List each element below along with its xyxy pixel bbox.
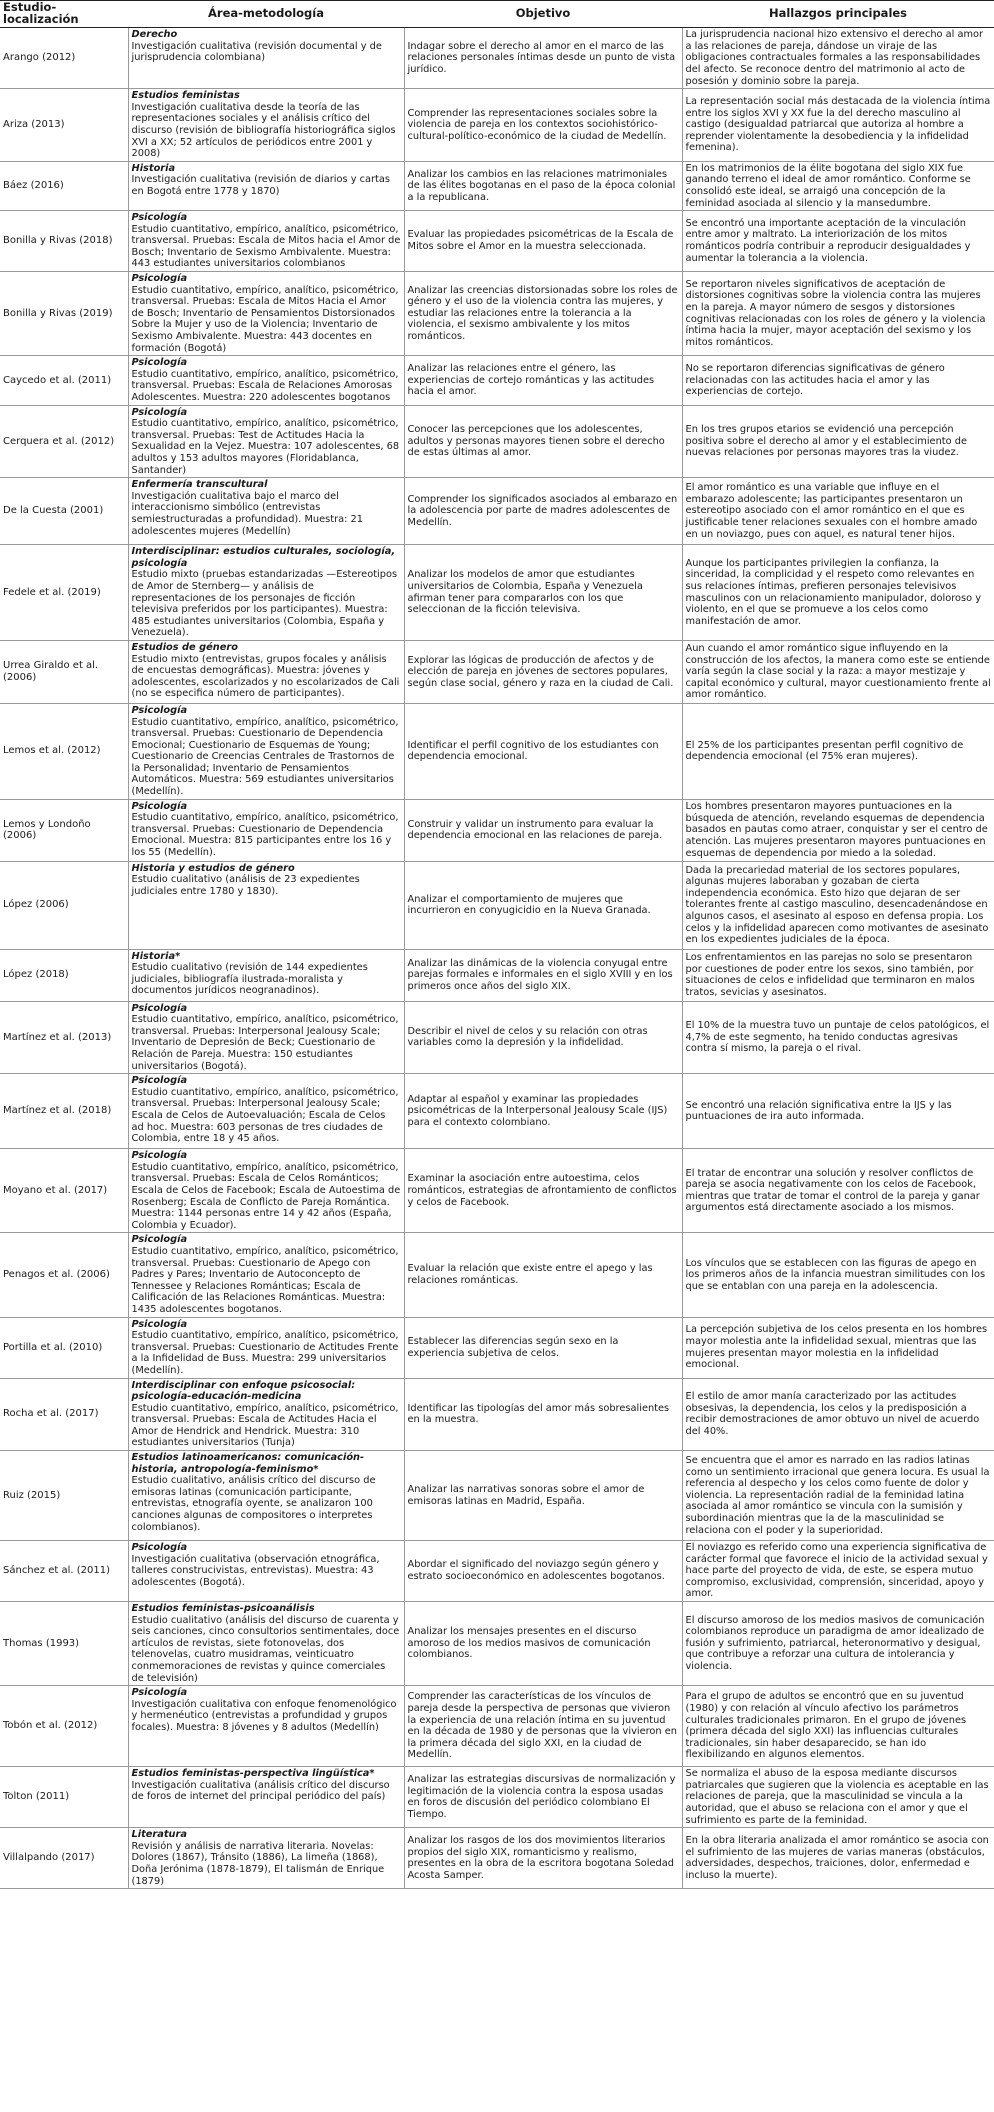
study-citation: De la Cuesta (2001) <box>3 505 104 517</box>
methodology-text: Estudio cualitativo (revisión de 144 expedientes judiciales, bibliografía ilustrada-moralista y documentos jurídicos neogranadinos). <box>131 962 368 997</box>
objective-text: Establecer las diferencias según sexo en la experiencia subjetiva de celos. <box>407 1335 619 1359</box>
findings-text: Los hombres presentaron mayores puntuaciones en la búsqueda de atención, revelando esquemas de dependencia basados en pautas como atraer, conquistar y ser el centro de atención. Las mujeres presentaron mayores puntuaciones en esquemas de dependencia por miedo a la soledad. <box>685 801 988 859</box>
findings-cell <box>682 1317 994 1378</box>
discipline-label: Psicología <box>131 1687 188 1699</box>
discipline-label: Psicología <box>131 1002 188 1014</box>
findings-text: No se reportaron diferencias significativas de género relacionadas con las actitudes hacia el amor y las experiencias de cortejo. <box>685 363 945 398</box>
discipline-label: Enfermería transcultural <box>131 479 268 491</box>
discipline-label: Literatura <box>131 1829 187 1841</box>
findings-text: La jurisprudencia nacional hizo extensivo el derecho al amor a las relaciones de pareja, dándose un viraje de las obligaciones contractuales formales a las responsabilidades del afecto. Se reconoce dentro del matrimonio al acto de posesión y dominio sobre la pareja. <box>685 29 984 87</box>
study-citation: Báez (2016) <box>3 180 64 192</box>
table-row <box>0 640 994 703</box>
study-location-cell <box>0 1686 128 1767</box>
methodology-text: Estudio cuantitativo, empírico, analítico, psicométrico, transversal. Pruebas: Interpersonal Jealousy Scale; Escala de Celos de Autoevaluación; Escala de Celos ad hoc. Muestra: 603 personas de tres ciudades de Colombia, entre 18 y 45 años. <box>131 1086 399 1145</box>
objective-text: Analizar las estrategias discursivas de normalización y legitimación de la violencia contra la esposa usadas en foros de discusión del periódico colombiano El Tiempo. <box>407 1773 676 1820</box>
study-citation: Ariza (2013) <box>3 119 65 131</box>
table-row <box>0 28 994 89</box>
discipline-label: Psicología <box>131 1075 188 1087</box>
findings-cell <box>682 949 994 1001</box>
discipline-label: Psicología <box>131 212 188 224</box>
findings-text: El noviazgo es referido como una experiencia significativa de carácter formal que favorece el inicio de la actividad sexual y hace parte del proyecto de vida, de este, se espera mutuo compromiso, exclusividad, comprensión, sinceridad, apoyo y amor. <box>685 1542 988 1600</box>
objective-cell <box>404 949 682 1001</box>
objective-cell <box>404 211 682 272</box>
area-methodology-cell <box>128 703 404 799</box>
findings-text: Para el grupo de adultos se encontró que en su juventud (1980) y con relación al vínculo afectivo los parámetros culturales tradicionales primaron. En el grupo de jóvenes (primera década del siglo XXI) las influencias culturales tradicionales, sin haber desaparecido, se han ido flexibilizando en algunos elementos. <box>685 1691 967 1761</box>
study-location-cell <box>0 799 128 861</box>
area-methodology-cell <box>128 356 404 405</box>
objective-cell <box>404 1451 682 1541</box>
objective-cell <box>404 1001 682 1074</box>
area-methodology-cell <box>128 1602 404 1686</box>
study-location-cell <box>0 640 128 703</box>
findings-text: El 10% de la muestra tuvo un puntaje de celos patológicos, el 4,7% de este segmento, ha tenido conductas agresivas contra sí mismo, la pareja o el rival. <box>685 1020 990 1055</box>
discipline-label: Psicología <box>131 406 188 418</box>
discipline-label: Psicología <box>131 1234 188 1246</box>
study-location-cell <box>0 545 128 641</box>
study-citation: Cerquera et al. (2012) <box>3 435 115 447</box>
findings-cell <box>682 1686 994 1767</box>
area-methodology-cell <box>128 1767 404 1828</box>
study-citation: Lemos y Londoño (2006) <box>3 818 91 842</box>
study-location-cell <box>0 1541 128 1602</box>
area-methodology-cell <box>128 161 404 210</box>
methodology-text: Estudio cuantitativo, empírico, analítico, psicométrico, transversal. Pruebas: Interpersonal Jealousy Scale; Inventario de Depresión de Beck; Cuestionario de Relación de Pareja. Muestra: 150 estudiantes universitarios (Bogotá). <box>131 1014 399 1072</box>
objective-cell <box>404 478 682 545</box>
study-citation: Urrea Giraldo et al. (2006) <box>3 660 99 683</box>
findings-cell <box>682 405 994 478</box>
methodology-text: Investigación cualitativa (revisión documental y de jurisprudencia colombiana) <box>131 40 382 64</box>
findings-text: El tratar de encontrar una solución y resolver conflictos de pareja se asocia negativamente con los celos de Facebook, mientras que tratar de tomar el control de la pareja y ganar argumentos está directamente asociado a los mismos. <box>685 1167 980 1214</box>
objective-text: Analizar las relaciones entre el género, las experiencias de cortejo románticas y las actitudes hacia el amor. <box>407 363 655 398</box>
header-study-location: Estudio-localización <box>0 1 128 28</box>
objective-cell <box>404 356 682 405</box>
findings-cell <box>682 478 994 545</box>
table-row <box>0 405 994 478</box>
findings-text: El 25% de los participantes presentan perfil cognitivo de dependencia emocional (el 75% eran mujeres). <box>685 739 964 763</box>
objective-text: Analizar las creencias distorsionadas sobre los roles de género y el uso de la violencia contra las mujeres, y estudiar las relaciones entre la tolerancia a la violencia, el sexismo ambivalente y los mitos románticos. <box>407 284 678 343</box>
objective-text: Construir y validar un instrumento para evaluar la dependencia emocional en las relaciones de pareja. <box>407 818 663 842</box>
discipline-label: Estudios feministas-psicoanálisis <box>131 1603 315 1615</box>
objective-cell <box>404 799 682 861</box>
objective-text: Comprender las representaciones sociales sobre la violencia de pareja en los contextos sociohistórico-cultural-político-económico de la ciudad de Medellín. <box>407 107 667 142</box>
discipline-label: Psicología <box>131 1542 188 1554</box>
area-methodology-cell <box>128 1001 404 1074</box>
methodology-text: Estudio cuantitativo, empírico, analítico, psicométrico, transversal. Pruebas: Escala de Mitos hacia el Amor de Bosch; Inventario de Sexismo Ambivalente. Muestra: 443 estudiantes universitarios colombianos <box>131 223 401 270</box>
objective-text: Analizar las narrativas sonoras sobre el amor de emisoras latinas en Madrid, España. <box>407 1483 645 1507</box>
methodology-text: Investigación cualitativa (revisión de diarios y cartas en Bogotá entre 1778 y 1870) <box>131 174 390 197</box>
area-methodology-cell <box>128 89 404 162</box>
study-citation: Caycedo et al. (2011) <box>3 374 112 386</box>
findings-text: En los matrimonios de la élite bogotana del siglo XIX fue ganando terreno el ideal de amor romántico. Conforme se consolidó este ideal, se arraigó una concepción de la feminidad asociada al silencio y la mansedumbre. <box>685 162 971 209</box>
study-location-cell <box>0 1317 128 1378</box>
findings-text: El estilo de amor manía caracterizado por las actitudes obsesivas, la dependencia, los celos y la predisposición a recibir demostraciones de amor obtuvo un nivel de acuerdo del 40%. <box>685 1391 980 1437</box>
objective-text: Adaptar al español y examinar las propiedades psicométricas de la Interpersonal Jealousy Scale (IJS) para el contexto colombiano. <box>407 1093 668 1129</box>
findings-text: En los tres grupos etarios se evidenció una percepción positiva sobre el derecho al amor y el establecimiento de nuevas relaciones por personas mayores tras la viudez. <box>685 423 967 459</box>
discipline-label: Psicología <box>131 357 188 369</box>
area-methodology-cell <box>128 405 404 478</box>
findings-cell <box>682 703 994 799</box>
area-methodology-cell <box>128 545 404 641</box>
area-methodology-cell <box>128 1686 404 1767</box>
objective-cell <box>404 405 682 478</box>
study-citation: Bonilla y Rivas (2019) <box>3 307 113 319</box>
methodology-text: Investigación cualitativa bajo el marco del interaccionismo simbólico (entrevistas semiestructuradas a profundidad). Muestra: 21 adolescentes mujeres (Medellín) <box>131 490 364 537</box>
study-citation: Moyano et al. (2017) <box>3 1185 108 1196</box>
study-citation: Fedele et al. (2019) <box>3 586 101 598</box>
study-citation: Ruiz (2015) <box>3 1489 61 1501</box>
objective-text: Evaluar la relación que existe entre el apego y las relaciones románticas. <box>407 1263 653 1286</box>
discipline-label: Interdisciplinar con enfoque psicosocial: psicología-educación-medicina <box>131 1379 356 1403</box>
findings-cell <box>682 28 994 89</box>
methodology-text: Estudio cuantitativo, empírico, analítico, psicométrico, transversal. Pruebas: Escala de Celos Románticos; Escala de Celos de Facebook; Escala de Autoestima de Rosenberg; Escala de Conflicto de Pareja Romántica. Muestra: 1144 personas entre 14 y 42 años (España, Colombia y Ecuador). <box>131 1161 401 1231</box>
objective-cell <box>404 1767 682 1828</box>
objective-text: Abordar el significado del noviazgo según género y estrato socioeconómico en adolescentes bogotanos. <box>407 1559 665 1583</box>
study-location-cell <box>0 211 128 272</box>
objective-cell <box>404 1686 682 1767</box>
study-location-cell <box>0 1451 128 1541</box>
study-citation: Sánchez et al. (2011) <box>3 1565 110 1577</box>
objective-cell <box>404 28 682 89</box>
findings-cell <box>682 545 994 641</box>
area-methodology-cell <box>128 1378 404 1451</box>
methodology-text: Estudio cuantitativo, empírico, analítico, psicométrico, transversal. Pruebas: Test de Actitudes Hacia la Sexualidad en la Vejez. Muestra: 107 adolescentes, 68 adultos y 153 adultos mayores (Floridablanca, Santander) <box>131 418 400 476</box>
study-location-cell <box>0 1001 128 1074</box>
methodology-text: Investigación cualitativa desde la teoría de las representaciones sociales y el análisis crítico del discurso (revisión de bibliografía historiográfica siglos XVI a XX; 52 artículos de periódicos entre 2001 y 2008) <box>131 101 396 160</box>
objective-cell <box>404 1378 682 1451</box>
study-citation: Martínez et al. (2018) <box>3 1105 112 1117</box>
area-methodology-cell <box>128 1149 404 1233</box>
header-objective: Objetivo <box>404 1 682 28</box>
findings-cell <box>682 1149 994 1233</box>
area-methodology-cell <box>128 861 404 949</box>
methodology-text: Estudio cualitativo, análisis crítico del discurso de emisoras latinas (comunicación participante, entrevistas, etnografía oyente, se analizaron 100 canciones algunas de compositores o interpretes colombianos). <box>131 1475 376 1533</box>
findings-text: La representación social más destacada de la violencia íntima entre los siglos XVI y XX fue la del derecho masculino al castigo (desigualdad patriarcal que autoriza al hombre a reprender violentamente la desobediencia y la infidelidad femenina). <box>685 95 991 154</box>
findings-cell <box>682 356 994 405</box>
findings-text: Se encontró una relación significativa entre la IJS y las puntuaciones de ira auto informada. <box>685 1099 952 1123</box>
study-citation: López (2006) <box>3 899 69 911</box>
study-location-cell <box>0 1602 128 1686</box>
study-location-cell <box>0 272 128 356</box>
study-citation: Portilla et al. (2010) <box>3 1341 103 1353</box>
objective-text: Comprender las características de los vínculos de pareja desde la perspectiva de personas que vivieron la experiencia de una relación íntima en su juventud en la década de 1980 y de personas que la vivieron en la primera década del siglo XXI, en la ciudad de Medellín. <box>407 1691 677 1761</box>
study-location-cell <box>0 1767 128 1828</box>
study-citation: Lemos et al. (2012) <box>3 745 101 757</box>
objective-cell <box>404 1317 682 1378</box>
area-methodology-cell <box>128 1451 404 1541</box>
study-citation: Bonilla y Rivas (2018) <box>3 235 113 247</box>
objective-cell <box>404 1602 682 1686</box>
table-row <box>0 861 994 949</box>
area-methodology-cell <box>128 640 404 703</box>
table-header <box>0 1 994 28</box>
methodology-text: Estudio mixto (entrevistas, grupos focales y análisis de encuestas demográficas). Muestra: jóvenes y adolescentes, escolarizados y no escolarizados de Cali (no se especifica número de participantes). <box>131 653 400 700</box>
findings-cell <box>682 1001 994 1074</box>
methodology-text: Revisión y análisis de narrativa literaria. Novelas: Dolores (1867), Tránsito (1886), La limeña (1868), Doña Jerónima (1878-1879), El talismán de Enrique (1879) <box>131 1840 385 1887</box>
findings-cell <box>682 272 994 356</box>
discipline-label: Historia <box>131 162 176 174</box>
objective-text: Indagar sobre el derecho al amor en el marco de las relaciones personales íntimas desde un punto de vista jurídico. <box>407 40 676 75</box>
findings-cell <box>682 640 994 703</box>
study-citation: Tobón et al. (2012) <box>3 1720 98 1732</box>
objective-text: Analizar los rasgos de los dos movimientos literarios propios del siglo XIX, romanticismo y realismo, presentes en la obra de la escritora bogotana Soledad Acosta Samper. <box>407 1834 674 1881</box>
area-methodology-cell <box>128 1233 404 1317</box>
objective-cell <box>404 703 682 799</box>
methodology-text: Investigación cualitativa (observación etnográfica, talleres construcivistas, entrevistas). Muestra: 43 adolescentes (Bogotá). <box>131 1553 380 1588</box>
findings-cell <box>682 1233 994 1317</box>
table-row <box>0 799 994 861</box>
table-row <box>0 1317 994 1378</box>
objective-cell <box>404 1233 682 1317</box>
findings-text: El discurso amoroso de los medios masivos de comunicación colombianos reproduce un paradigma de amor idealizado de fusión y sufrimiento, patriarcal, heteronormativo y desigual, que contribuye a reforzar una cultura de intolerancia y violencia. <box>685 1614 985 1672</box>
methodology-text: Estudio cuantitativo, empírico, analítico, psicométrico, transversal. Pruebas: Escala de Relaciones Amorosas Adolescentes. Muestra: 220 adolescentes bogotanos <box>131 368 399 403</box>
objective-cell <box>404 1828 682 1889</box>
objective-text: Analizar las dinámicas de la violencia conyugal entre parejas formales e informales en el siglo XVIII y en los primeros once años del siglo XIX. <box>407 957 673 992</box>
discipline-label: Estudios latinoamericanos: comunicación-historia, antropología-feminismo* <box>131 1452 365 1475</box>
study-location-cell <box>0 1074 128 1149</box>
findings-text: Aun cuando el amor romántico sigue influyendo en la construcción de los afectos, la manera como este se entiende varía según la clase social y la raza: a mayor mestizaje y capital económico y cultural, mayor cuestionamiento frente al amor romántico. <box>685 642 991 701</box>
findings-text: Los vínculos que se establecen con las figuras de apego en los primeros años de la infancia muestran similitudes con los que se entablan con una pareja en la adolescencia. <box>685 1257 986 1292</box>
table-row <box>0 1233 994 1317</box>
methodology-text: Estudio cualitativo (análisis de 23 expedientes judiciales entre 1780 y 1830). <box>131 874 360 897</box>
objective-text: Describir el nivel de celos y su relación con otras variables como la depresión y la infidelidad. <box>407 1025 648 1049</box>
findings-cell <box>682 161 994 210</box>
objective-cell <box>404 1541 682 1602</box>
study-location-cell <box>0 356 128 405</box>
findings-cell <box>682 89 994 162</box>
table-row <box>0 1149 994 1233</box>
methodology-text: Investigación cualitativa con enfoque fenomenológico y hermenéutico (entrevistas a profundidad y grupos focales). Muestra: 8 jóvenes y 8 adultos (Medellín) <box>131 1698 397 1733</box>
methodology-text: Estudio cuantitativo, empírico, analítico, psicométrico, transversal. Pruebas: Cuestionario de Dependencia Emocional; Cuestionario de Esquemas de Young; Cuestionario de Creencias Centrales de Trastornos de la Personalidad; Inventario de Pensamientos Automáticos. Muestra: 569 estudiantes universitarios (Medellín). <box>131 716 399 798</box>
discipline-label: Psicología <box>131 1150 188 1162</box>
study-citation: Arango (2012) <box>3 52 76 64</box>
table-row <box>0 272 994 356</box>
discipline-label: Psicología <box>131 1318 188 1330</box>
findings-text: El amor romántico es una variable que influye en el embarazo adolescente; las participantes presentaron un estereotipo asociado con el amor romántico en el que es justificable tener relaciones sexuales con el hombre amado en un noviazgo, pues con aquel, es natural tener hijos. <box>685 482 978 540</box>
area-methodology-cell <box>128 1317 404 1378</box>
table-row <box>0 161 994 210</box>
objective-text: Explorar las lógicas de producción de afectos y de elección de pareja en jóvenes de sectores populares, según clase social, género y raza en la ciudad de Cali. <box>407 654 674 689</box>
discipline-label: Derecho <box>131 29 178 41</box>
findings-cell <box>682 1451 994 1541</box>
table-row <box>0 1451 994 1541</box>
objective-cell <box>404 161 682 210</box>
study-citation: Tolton (2011) <box>3 1791 70 1803</box>
objective-text: Analizar los mensajes presentes en el discurso amoroso de los medios masivos de comunicación colombianos. <box>407 1626 651 1661</box>
methodology-text: Estudio cuantitativo, empírico, analítico, psicométrico, transversal. Pruebas: Cuestionario de Dependencia Emocional. Muestra: 815 participantes entre los 16 y los 55 (Medellín). <box>131 812 399 859</box>
findings-text: Dada la precariedad material de los sectores populares, algunas mujeres laboraban y gozaban de cierta independencia económica. Esto hizo que dejaran de ser tolerantes frente al castigo masculino, desencadenándose en algunos casos, el asesinato al esposo en defensa propia. Los celos y la infidelidad aparecen como motivantes de asesinato en los expedientes judiciales de la época. <box>685 864 989 946</box>
objective-cell <box>404 1149 682 1233</box>
table-row <box>0 1541 994 1602</box>
findings-cell <box>682 799 994 861</box>
study-citation: Martínez et al. (2013) <box>3 1031 112 1043</box>
objective-text: Analizar los cambios en las relaciones matrimoniales de las élites bogotanas en el paso de la época colonial a la republicana. <box>407 168 676 203</box>
findings-cell <box>682 1828 994 1889</box>
study-location-cell <box>0 1378 128 1451</box>
methodology-text: Estudio cuantitativo, empírico, analítico, psicométrico, transversal. Pruebas: Cuestionario de Apego con Padres y Pares; Inventario de Autoconcepto de Tennessee y Relaciones Románticas; Escala de Calificación de las Relaciones Románticas. Muestra: 1435 adolescentes bogotanos. <box>131 1245 399 1315</box>
methodology-text: Estudio cuantitativo, empírico, analítico, psicométrico, transversal. Pruebas: Escala de Actitudes Hacia el Amor de Hendrick and Hendrick. Muestra: 310 estudiantes universitarios (Tunja) <box>131 1402 399 1449</box>
header-area-methodology: Área-metodología <box>128 1 404 28</box>
table-body <box>0 28 994 1889</box>
table-row <box>0 1378 994 1451</box>
study-location-cell <box>0 949 128 1001</box>
methodology-text: Estudio cualitativo (análisis del discurso de cuarenta y seis canciones, cinco consultorios sentimentales, doce artículos de revistas, siete fotonovelas, dos telenovelas, cuatro musidramas, veinticuatro conmemoraciones de revistas y quince comerciales de televisión) <box>131 1614 400 1684</box>
discipline-label: Historia y estudios de género <box>131 862 295 874</box>
header-main-findings: Hallazgos principales <box>682 1 994 28</box>
table-row <box>0 1686 994 1767</box>
methodology-text: Estudio mixto (pruebas estandarizadas —Estereotipos de Amor de Sternberg— y análisis de representaciones de los personajes de ficción televisiva preferidos por los participantes). Muestra: 485 estudiantes universitarios (Colombia, España y Venezuela). <box>131 569 398 639</box>
area-methodology-cell <box>128 272 404 356</box>
table-row <box>0 356 994 405</box>
study-location-cell <box>0 1233 128 1317</box>
area-methodology-cell <box>128 1074 404 1149</box>
findings-cell <box>682 211 994 272</box>
discipline-label: Psicología <box>131 800 188 812</box>
objective-text: Comprender los significados asociados al embarazo en la adolescencia por parte de madres adolescentes de Medellín. <box>407 493 678 528</box>
objective-cell <box>404 1074 682 1149</box>
study-location-cell <box>0 161 128 210</box>
findings-text: Se reportaron niveles significativos de aceptación de distorsiones cognitivas sobre la violencia contra las mujeres en la pareja. A mayor número de sesgos y distorsiones cognitivas relacionadas con los roles de género y la violencia íntima hacia la mujer, mayor aceptación del sexismo y los mitos románticos. <box>685 278 986 348</box>
table-row <box>0 1767 994 1828</box>
methodology-text: Estudio cuantitativo, empírico, analítico, psicométrico, transversal. Pruebas: Cuestionario de Actitudes Frente a la Infidelidad de Buss. Muestra: 299 universitarios (Medellín). <box>131 1330 399 1376</box>
area-methodology-cell <box>128 1541 404 1602</box>
methodology-text: Investigación cualitativa (análisis crítico del discurso de foros de internet del principal periódico del país) <box>131 1779 390 1803</box>
table-row <box>0 89 994 162</box>
discipline-label: Historia* <box>131 950 181 962</box>
objective-text: Examinar la asociación entre autoestima, celos románticos, estrategias de afrontamiento de conflictos y celos de Facebook. <box>407 1173 677 1208</box>
objective-cell <box>404 272 682 356</box>
study-citation: Thomas (1993) <box>3 1637 80 1649</box>
objective-text: Identificar el perfil cognitivo de los estudiantes con dependencia emocional. <box>407 739 659 763</box>
study-citation: López (2018) <box>3 969 69 981</box>
objective-text: Identificar las tipologías del amor más sobresalientes en la muestra. <box>407 1402 670 1426</box>
study-location-cell <box>0 861 128 949</box>
study-citation: Penagos et al. (2006) <box>3 1269 110 1281</box>
area-methodology-cell <box>128 949 404 1001</box>
objective-cell <box>404 89 682 162</box>
table-row <box>0 703 994 799</box>
study-location-cell <box>0 28 128 89</box>
findings-text: Aunque los participantes privilegien la confianza, la sinceridad, la complicidad y el respeto como relevantes en sus relaciones íntimas, prefieren personajes televisivos masculinos con un relacionamiento manipulador, doloroso y violento, en el que se promueve a los celos como manifestación de amor. <box>685 557 982 627</box>
table-row <box>0 949 994 1001</box>
findings-cell <box>682 1541 994 1602</box>
table-row <box>0 211 994 272</box>
findings-text: En la obra literaria analizada el amor romántico se asocia con el sufrimiento de las mujeres de varias maneras (obstáculos, adversidades, despechos, traiciones, dolor, enfermedad e incluso la muerte). <box>685 1834 989 1881</box>
area-methodology-cell <box>128 28 404 89</box>
findings-cell <box>682 1378 994 1451</box>
findings-cell <box>682 1602 994 1686</box>
study-location-cell <box>0 703 128 799</box>
study-citation: Rocha et al. (2017) <box>3 1408 99 1420</box>
discipline-label: Psicología <box>131 704 188 716</box>
findings-cell <box>682 861 994 949</box>
findings-text: Se encuentra que el amor es narrado en las radios latinas como un sentimiento irracional que genera locura. Es usual la referencia al despecho y los celos como fuente de dolor y violencia. La representación radial de la feminidad latina asociada al amor romántico se vincula con la sumisión y subordinación mientras que la de la masculinidad se relaciona con el poder y la superioridad. <box>685 1454 990 1536</box>
table-row <box>0 1074 994 1149</box>
study-location-cell <box>0 1149 128 1233</box>
objective-cell <box>404 640 682 703</box>
discipline-label: Interdisciplinar: estudios culturales, sociología, psicología <box>131 546 396 569</box>
table-row <box>0 1001 994 1074</box>
discipline-label: Estudios feministas-perspectiva lingüística* <box>131 1768 375 1780</box>
objective-text: Analizar los modelos de amor que estudiantes universitarios de Colombia, España y Venezuela afirman tener para compararlos con los que seleccionan de la ficción televisiva. <box>407 569 643 616</box>
objective-text: Evaluar las propiedades psicométricas de la Escala de Mitos sobre el Amor en la muestra seleccionada. <box>407 229 674 253</box>
table-row <box>0 1602 994 1686</box>
findings-text: Se normaliza el abuso de la esposa mediante discursos patriarcales que sugieren que la violencia es aceptable en las relaciones de pareja, que la masculinidad se vincula a la autoridad, que el abuso se relaciona con el amor y que el sufrimiento es parte de la feminidad. <box>685 1768 989 1826</box>
findings-text: La percepción subjetiva de los celos presenta en los hombres mayor molestia ante la infidelidad sexual, mientras que las mujeres presentan mayor molestia en la infidelidad emocional. <box>685 1324 988 1371</box>
study-location-cell <box>0 478 128 545</box>
discipline-label: Estudios de género <box>131 641 238 653</box>
header-row <box>0 1 994 28</box>
findings-text: Los enfrentamientos en las parejas no solo se presentaron por cuestiones de poder entre los sexos, sino también, por situaciones de celos e infidelidad que terminaron en malos tratos, sevicias y asesinatos. <box>685 951 975 998</box>
area-methodology-cell <box>128 1828 404 1889</box>
study-citation: Villalpando (2017) <box>3 1852 95 1864</box>
discipline-label: Estudios feministas <box>131 90 240 102</box>
area-methodology-cell <box>128 478 404 545</box>
study-location-cell <box>0 89 128 162</box>
objective-text: Conocer las percepciones que los adolescentes, adultos y personas mayores tienen sobre el derecho de estas últimas al amor. <box>407 423 665 459</box>
objective-cell <box>404 545 682 641</box>
objective-cell <box>404 861 682 949</box>
findings-text: Se encontró una importante aceptación de la vinculación entre amor y maltrato. La interiorización de los mitos románticos podría contribuir a reproducir desigualdades y aumentar la tolerancia a la violencia. <box>685 217 971 264</box>
findings-cell <box>682 1767 994 1828</box>
table-row <box>0 478 994 545</box>
area-methodology-cell <box>128 211 404 272</box>
study-location-cell <box>0 405 128 478</box>
table-row <box>0 1828 994 1889</box>
methodology-text: Estudio cuantitativo, empírico, analítico, psicométrico, transversal. Pruebas: Escala de Mitos Hacia el Amor de Bosch; Inventario de Pensamientos Distorsionados Sobre la Mujer y uso de la Violencia; Inventario de Sexismo Ambivalente. Muestra: 443 docentes en formación (Bogotá) <box>131 284 399 354</box>
study-location-cell <box>0 1828 128 1889</box>
area-methodology-cell <box>128 799 404 861</box>
discipline-label: Psicología <box>131 273 188 285</box>
table-row <box>0 545 994 641</box>
findings-cell <box>682 1074 994 1149</box>
objective-text: Analizar el comportamiento de mujeres que incurrieron en conyugicidio en la Nueva Granada. <box>407 893 651 917</box>
